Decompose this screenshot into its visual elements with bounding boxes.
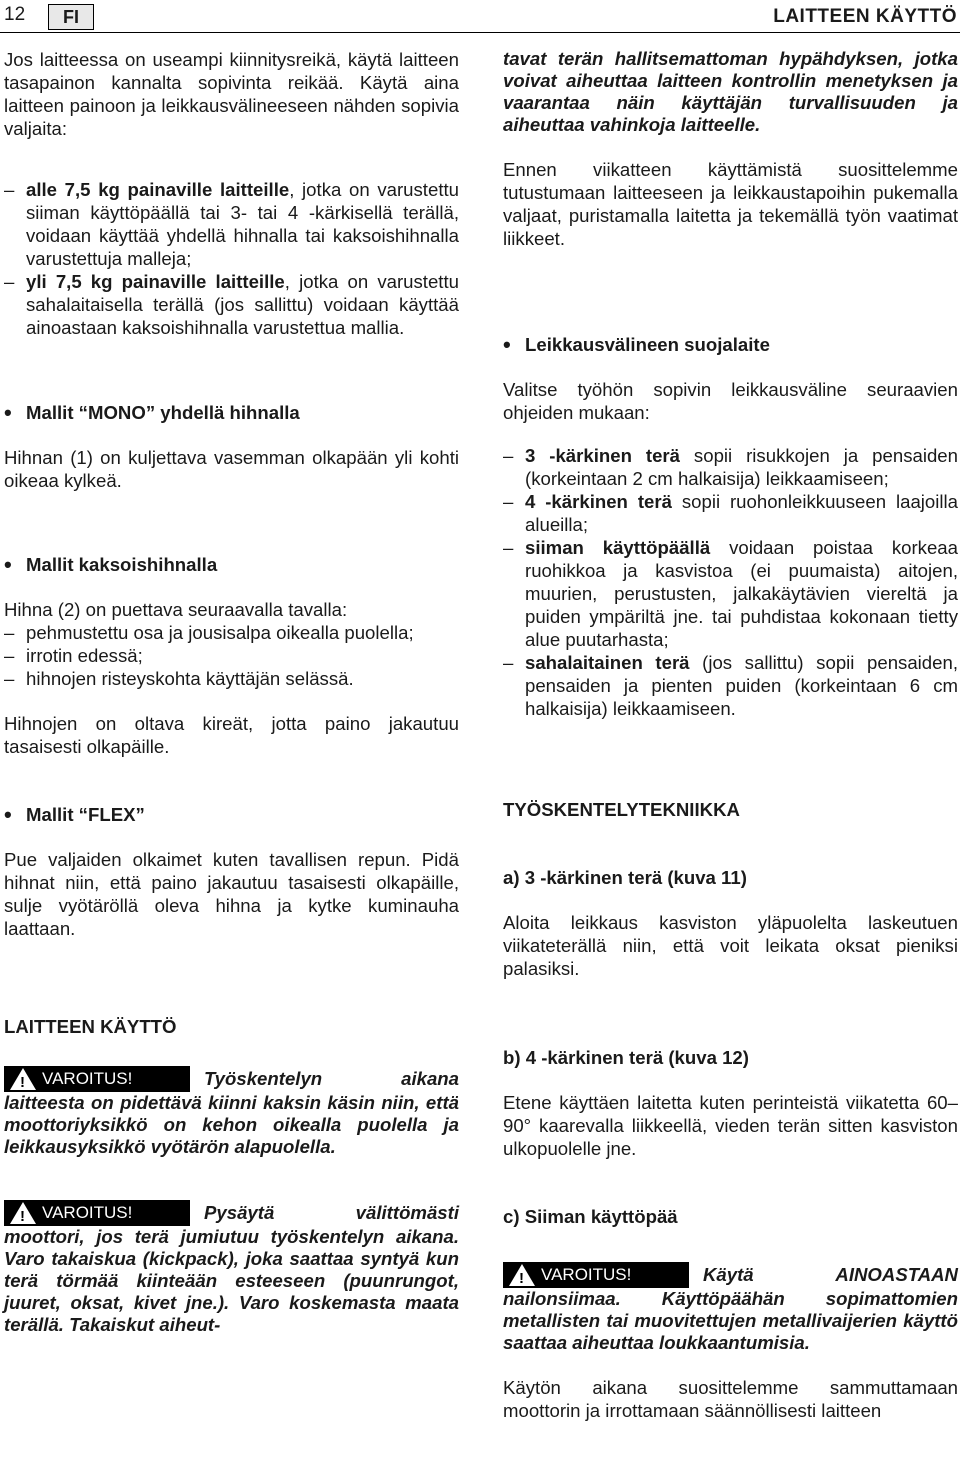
list-item: – sahalaitainen terä (jos sallittu) sopii pensaiden, pensaiden ja pienten puiden (korkeintaan 6 cm halkaisija) leikkaamiseen. [503,651,958,720]
list-item: – alle 7,5 kg painaville laitteille, jotka on varustettu siiman käyttöpäällä tai 3- tai 4 -kärkisellä terällä, voidaan käyttää yhdellä hihnalla tai kaksoishihnalla varustettuja malleja; [4,178,459,270]
section-b-paragraph: Etene käyttäen laitetta kuten perinteistä viikatetta 60–90° kaarevalla liikkeellä, vieden terän sitten kasviston ulkopuolelle jne. [503,1092,958,1159]
mono-paragraph: Hihnan (1) on kuljettava vasemman olkapään yli kohti oikeaa kylkeä. [4,447,459,491]
flex-heading: • Mallit “FLEX” [4,803,459,826]
advice-paragraph: Ennen viikatteen käyttämistä suosittelemme tutustumaan laitteeseen ja leikkaustapoihin pukemalla valjaat, puristamalla laitetta ja tekemällä työn vaatimat liikkeet. [503,159,958,249]
list-item: – siiman käyttöpäällä voidaan poistaa korkeaa ruohikkoa ja kasvistoa (ei puumaista) aitojen, muurien, perustusten, jalkakäytävien viereltä ja puiden ympäriltä jne. tai puhdistaa kokonaan tietty alue puutarhasta; [503,536,958,651]
double-intro: Hihna (2) on puettava seuraavalla tavalla: [4,599,348,620]
mono-heading: • Mallit “MONO” yhdellä hihnalla [4,401,459,424]
guard-heading: • Leikkausvälineen suojalaite [503,333,958,356]
warning-block-1: ! VAROITUS! Työskentelyn aikana laitteesta on pidettävä kiinni kaksin käsin niin, että moottoriyksikkö on kehon oikealla puolella ja leikkausyksikkö vyötärön alapuolella. [4,1068,459,1157]
harness-list [4,178,459,339]
technique-heading: TYÖSKENTELYTEKNIIKKA [503,799,740,820]
warning-icon: ! [509,1264,535,1286]
section-b-heading: b) 4 -kärkinen terä (kuva 12) [503,1047,749,1068]
warning-icon: ! [10,1202,36,1224]
guard-intro: Valitse työhön sopivin leikkausväline seuraavien ohjeiden mukaan: [503,379,958,423]
warning-continuation: tavat terän hallitsemattoman hypähdyksen, jotka voivat aiheuttaa laitteen kontrollin menetyksen ja vaarantaa näin käyttäjän turvallisuuden ja aiheuttaa vahinkoja laitteelle. [503,48,958,135]
section-title: LAITTEEN KÄYTTÖ [773,6,957,27]
warning-icon: ! [10,1068,36,1090]
language-badge: FI [48,4,94,30]
tool-list [503,444,958,720]
page-number: 12 [4,4,26,25]
section-a-paragraph: Aloita leikkaus kasviston yläpuolelta laskeutuen viikateterällä niin, että voit leikata oksat pieniksi palasiksi. [503,912,958,979]
header-rule [0,32,960,33]
warning-block-2: ! VAROITUS! Pysäytä välittömästi moottori, jos terä jumiutuu työskentelyn aikana. Varo takaiskua (kickpack), joka saattaa syntyä kun terä törmää kiinteään esteeseen (puunrungot, juuret, oksat, kivet jne.). Varo koskemasta maata terällä. Takaiskut aiheut- [4,1202,459,1335]
list-item: – irrotin edessä; [4,644,459,667]
flex-paragraph: Pue valjaiden olkaimet kuten tavallisen repun. Pidä hihnat niin, että paino jakautuu tasaisesti olkapäille, sulje vyötäröllä oleva hihna ja kytke kuminauha laattaan. [4,849,459,939]
list-item: – 3 -kärkinen terä sopii risukkojen ja pensaiden (korkeintaan 2 cm halkaisija) leikkaamiseen; [503,444,958,490]
warning-block-3: ! VAROITUS! Käytä AINOASTAAN nailonsiimaa. Käyttöpäähän sopimattomien metallisten tai muovitettujen metallivaijerien käyttö saattaa aiheuttaa loukkaantumisia. [503,1264,958,1353]
list-item: – yli 7,5 kg painaville laitteille, jotka on varustettu sahalaitaisella terällä (jos sallittu) voidaan käyttää ainoastaan kaksoishihnalla varustettua mallia. [4,270,459,339]
warning-label: ! VAROITUS! [4,1200,190,1226]
warning-label: ! VAROITUS! [503,1262,689,1288]
list-item: – pehmustettu osa ja jousisalpa oikealla puolella; [4,621,459,644]
final-paragraph: Käytön aikana suosittelemme sammuttamaan moottorin ja irrottamaan säännöllisesti laitteen [503,1377,958,1421]
double-list [4,621,459,690]
section-a-heading: a) 3 -kärkinen terä (kuva 11) [503,867,747,888]
intro-paragraph: Jos laitteessa on useampi kiinnitysreikä, käytä laitteen tasapainon kannalta sopivinta reikää. Käytä aina laitteen painoon ja leikkausvälineeseen nähden sopivia valjaita: [4,49,459,139]
list-item: – 4 -kärkinen terä sopii ruohonleikkuuseen laajoilla alueilla; [503,490,958,536]
double-heading: • Mallit kaksoishihnalla [4,553,459,576]
usage-heading: LAITTEEN KÄYTTÖ [4,1016,177,1037]
left-column [4,40,459,1336]
warning-label: ! VAROITUS! [4,1066,190,1092]
list-item: – hihnojen risteyskohta käyttäjän selässä. [4,667,459,690]
right-column [503,40,958,1422]
section-c-heading: c) Siiman käyttöpää [503,1206,678,1227]
double-paragraph: Hihnojen on oltava kireät, jotta paino jakautuu tasaisesti olkapäille. [4,713,459,757]
